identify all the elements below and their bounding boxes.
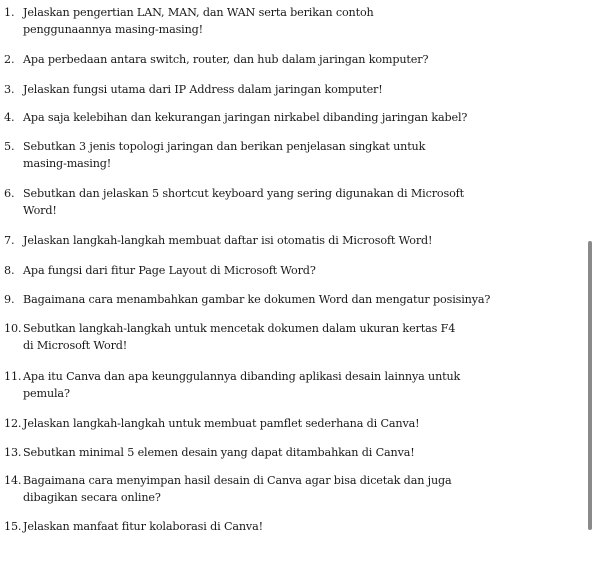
question-text: Apa itu Canva dan apa keunggulannya dibanding aplikasi desain lainnya untuk pemula?	[23, 370, 461, 400]
question-number: 2.	[4, 53, 15, 66]
question-item-4	[4, 109, 494, 126]
question-text: Jelaskan langkah-langkah untuk membuat pamflet sederhana di Canva!	[23, 417, 420, 430]
question-number: 14.	[4, 474, 22, 487]
question-text: Sebutkan minimal 5 elemen desain yang dapat ditambahkan di Canva!	[23, 446, 415, 459]
question-text: Sebutkan 3 jenis topologi jaringan dan berikan penjelasan singkat untuk masing-masing!	[23, 140, 426, 170]
question-item-7	[4, 232, 494, 249]
question-text: Jelaskan langkah-langkah membuat daftar isi otomatis di Microsoft Word!	[23, 234, 433, 247]
question-number: 4.	[4, 111, 15, 124]
question-text: Jelaskan pengertian LAN, MAN, dan WAN serta berikan contoh penggunaannya masing-masing!	[23, 6, 374, 36]
question-item-1	[4, 4, 494, 38]
question-item-11	[4, 368, 494, 402]
question-item-6	[4, 185, 494, 219]
question-number: 9.	[4, 293, 15, 306]
question-item-3	[4, 81, 494, 98]
question-number: 5.	[4, 140, 15, 153]
question-text: Jelaskan manfaat fitur kolaborasi di Canva!	[23, 520, 263, 533]
question-text: Jelaskan fungsi utama dari IP Address dalam jaringan komputer!	[23, 83, 383, 96]
question-number: 7.	[4, 234, 15, 247]
question-number: 15.	[4, 520, 22, 533]
question-item-13	[4, 444, 494, 461]
question-item-15	[4, 518, 494, 535]
question-number: 8.	[4, 264, 15, 277]
question-item-2	[4, 51, 494, 68]
question-number: 1.	[4, 6, 15, 19]
question-item-10	[4, 320, 494, 354]
question-number: 11.	[4, 370, 22, 383]
question-number: 13.	[4, 446, 22, 459]
question-number: 12.	[4, 417, 22, 430]
question-text: Apa fungsi dari fitur Page Layout di Microsoft Word?	[23, 264, 316, 277]
question-text: Apa perbedaan antara switch, router, dan hub dalam jaringan komputer?	[23, 53, 429, 66]
question-item-8	[4, 262, 494, 279]
question-number: 10.	[4, 322, 22, 335]
question-item-5	[4, 138, 494, 172]
question-text: Bagaimana cara menyimpan hasil desain di Canva agar bisa dicetak dan juga dibagikan secara online?	[23, 474, 452, 504]
question-item-14	[4, 472, 494, 506]
vertical-scrollbar[interactable]	[588, 241, 592, 530]
question-item-9	[4, 291, 494, 308]
question-item-12	[4, 415, 494, 432]
question-number: 6.	[4, 187, 15, 200]
question-text: Sebutkan langkah-langkah untuk mencetak dokumen dalam ukuran kertas F4 di Microsoft Word!	[23, 322, 456, 352]
question-text: Sebutkan dan jelaskan 5 shortcut keyboard yang sering digunakan di Microsoft Word!	[23, 187, 465, 217]
question-text: Apa saja kelebihan dan kekurangan jaringan nirkabel dibanding jaringan kabel?	[23, 111, 468, 124]
question-number: 3.	[4, 83, 15, 96]
question-text: Bagaimana cara menambahkan gambar ke dokumen Word dan mengatur posisinya?	[23, 293, 491, 306]
